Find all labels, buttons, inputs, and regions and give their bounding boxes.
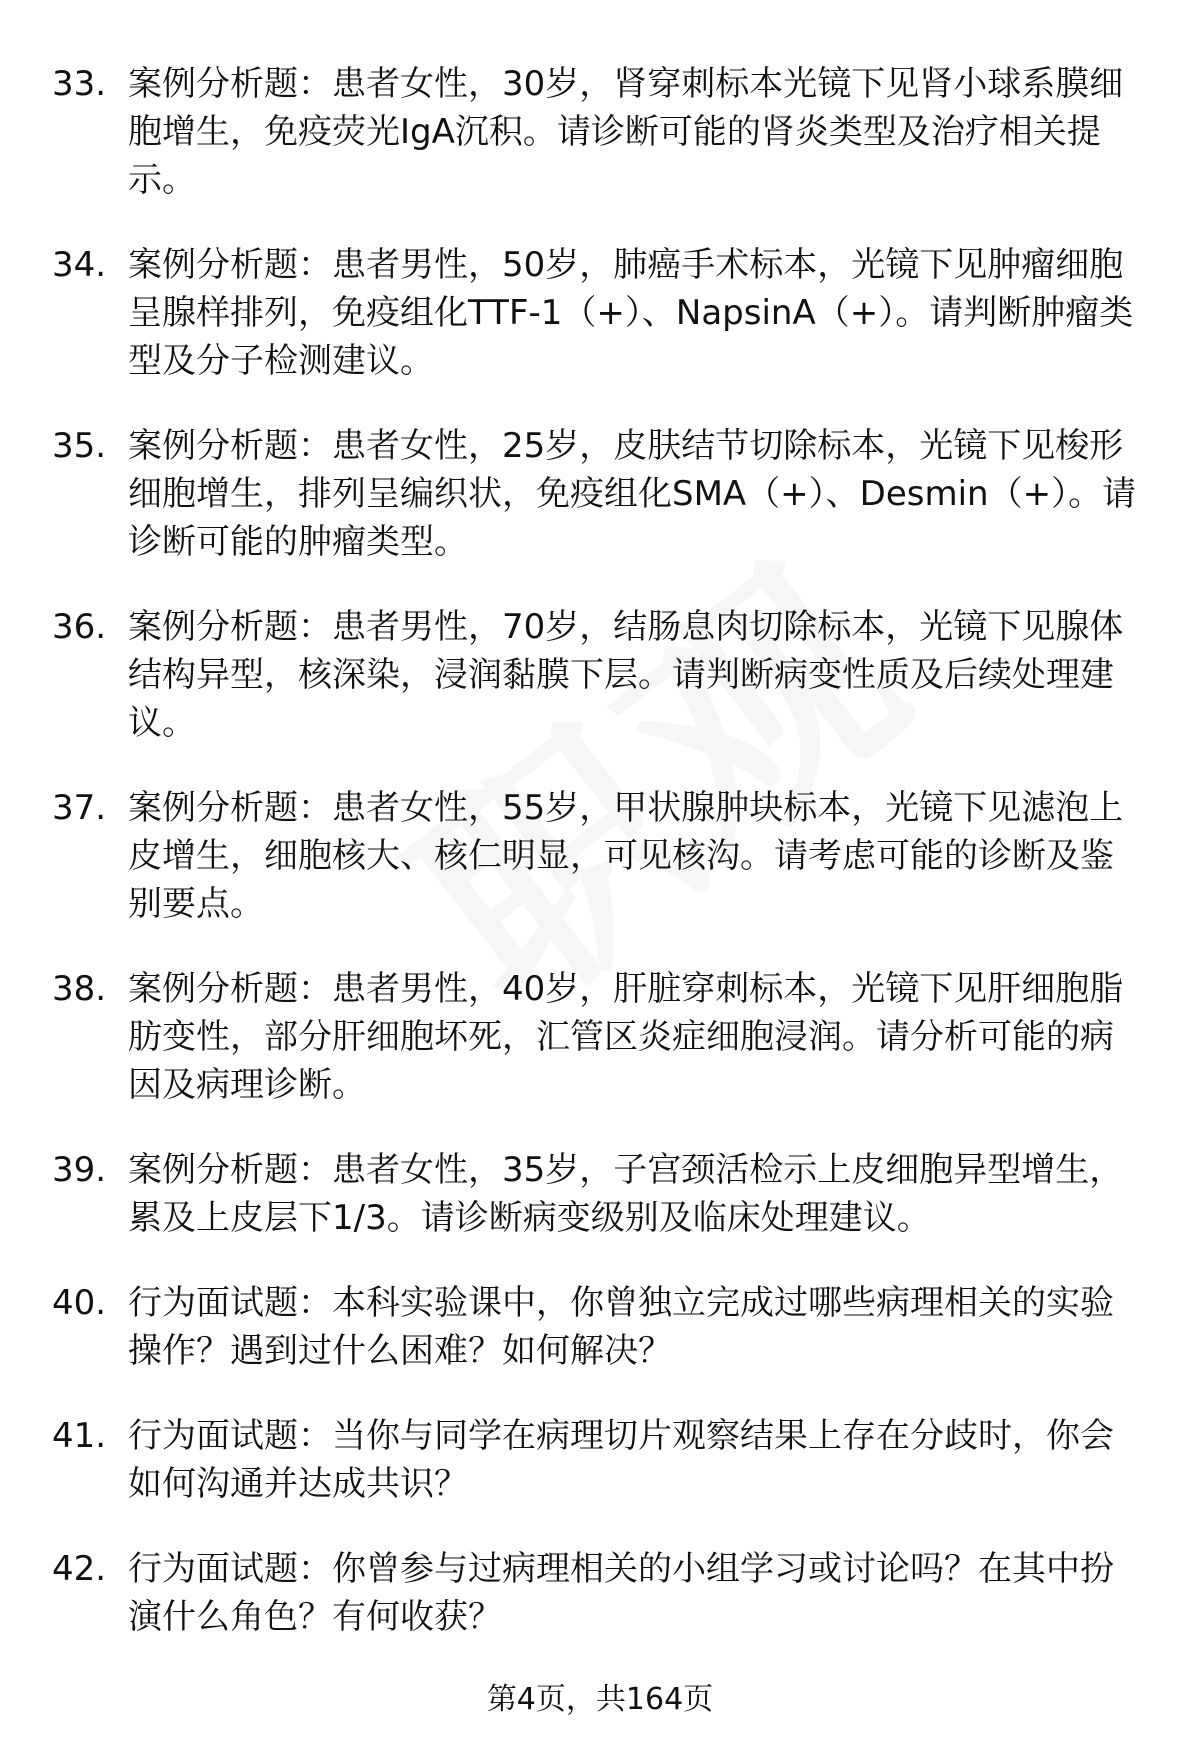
question-text: 案例分析题：患者男性，50岁，肺癌手术标本，光镜下见肿瘤细胞呈腺样排列，免疫组化TTF-1（+）、NapsinA（+）。请判断肿瘤类型及分子检测建议。 xyxy=(128,245,1134,381)
question-number: 39. xyxy=(52,1150,107,1190)
question-item xyxy=(0,603,1200,747)
question-item xyxy=(0,1146,1200,1242)
question-text: 行为面试题：当你与同学在病理切片观察结果上存在分歧时，你会如何沟通并达成共识？ xyxy=(128,1416,1114,1504)
question-item xyxy=(0,1545,1200,1641)
question-number: 40. xyxy=(52,1283,107,1323)
question-text: 行为面试题：你曾参与过病理相关的小组学习或讨论吗？在其中扮演什么角色？有何收获？ xyxy=(128,1549,1114,1637)
question-item xyxy=(0,784,1200,928)
question-text: 案例分析题：患者女性，30岁，肾穿刺标本光镜下见肾小球系膜细胞增生，免疫荧光IgA沉积。请诊断可能的肾炎类型及治疗相关提示。 xyxy=(128,64,1124,200)
question-number: 35. xyxy=(52,426,107,466)
question-item xyxy=(0,1279,1200,1375)
question-text: 行为面试题：本科实验课中，你曾独立完成过哪些病理相关的实验操作？遇到过什么困难？如何解决？ xyxy=(128,1283,1114,1371)
question-text: 案例分析题：患者男性，40岁，肝脏穿刺标本，光镜下见肝细胞脂肪变性，部分肝细胞坏死，汇管区炎症细胞浸润。请分析可能的病因及病理诊断。 xyxy=(128,969,1124,1105)
question-number: 33. xyxy=(52,64,107,104)
question-text: 案例分析题：患者女性，25岁，皮肤结节切除标本，光镜下见梭形细胞增生，排列呈编织状，免疫组化SMA（+）、Desmin（+）。请诊断可能的肿瘤类型。 xyxy=(128,426,1137,562)
question-item xyxy=(0,241,1200,385)
question-item xyxy=(0,60,1200,204)
question-item xyxy=(0,422,1200,566)
page-footer: 第4页，共164页 xyxy=(486,1682,714,1717)
question-number: 42. xyxy=(52,1549,107,1589)
question-number: 37. xyxy=(52,788,107,828)
question-number: 36. xyxy=(52,607,107,647)
question-text: 案例分析题：患者女性，35岁，子宫颈活检示上皮细胞异型增生，累及上皮层下1/3。请诊断病变级别及临床处理建议。 xyxy=(128,1150,1124,1238)
question-number: 38. xyxy=(52,969,107,1009)
question-list xyxy=(0,60,1200,1678)
question-number: 34. xyxy=(52,245,107,285)
question-text: 案例分析题：患者女性，55岁，甲状腺肿块标本，光镜下见滤泡上皮增生，细胞核大、核仁明显，可见核沟。请考虑可能的诊断及鉴别要点。 xyxy=(128,788,1124,924)
question-item xyxy=(0,965,1200,1109)
question-text: 案例分析题：患者男性，70岁，结肠息肉切除标本，光镜下见腺体结构异型，核深染，浸润黏膜下层。请判断病变性质及后续处理建议。 xyxy=(128,607,1124,743)
question-item xyxy=(0,1412,1200,1508)
question-number: 41. xyxy=(52,1416,107,1456)
